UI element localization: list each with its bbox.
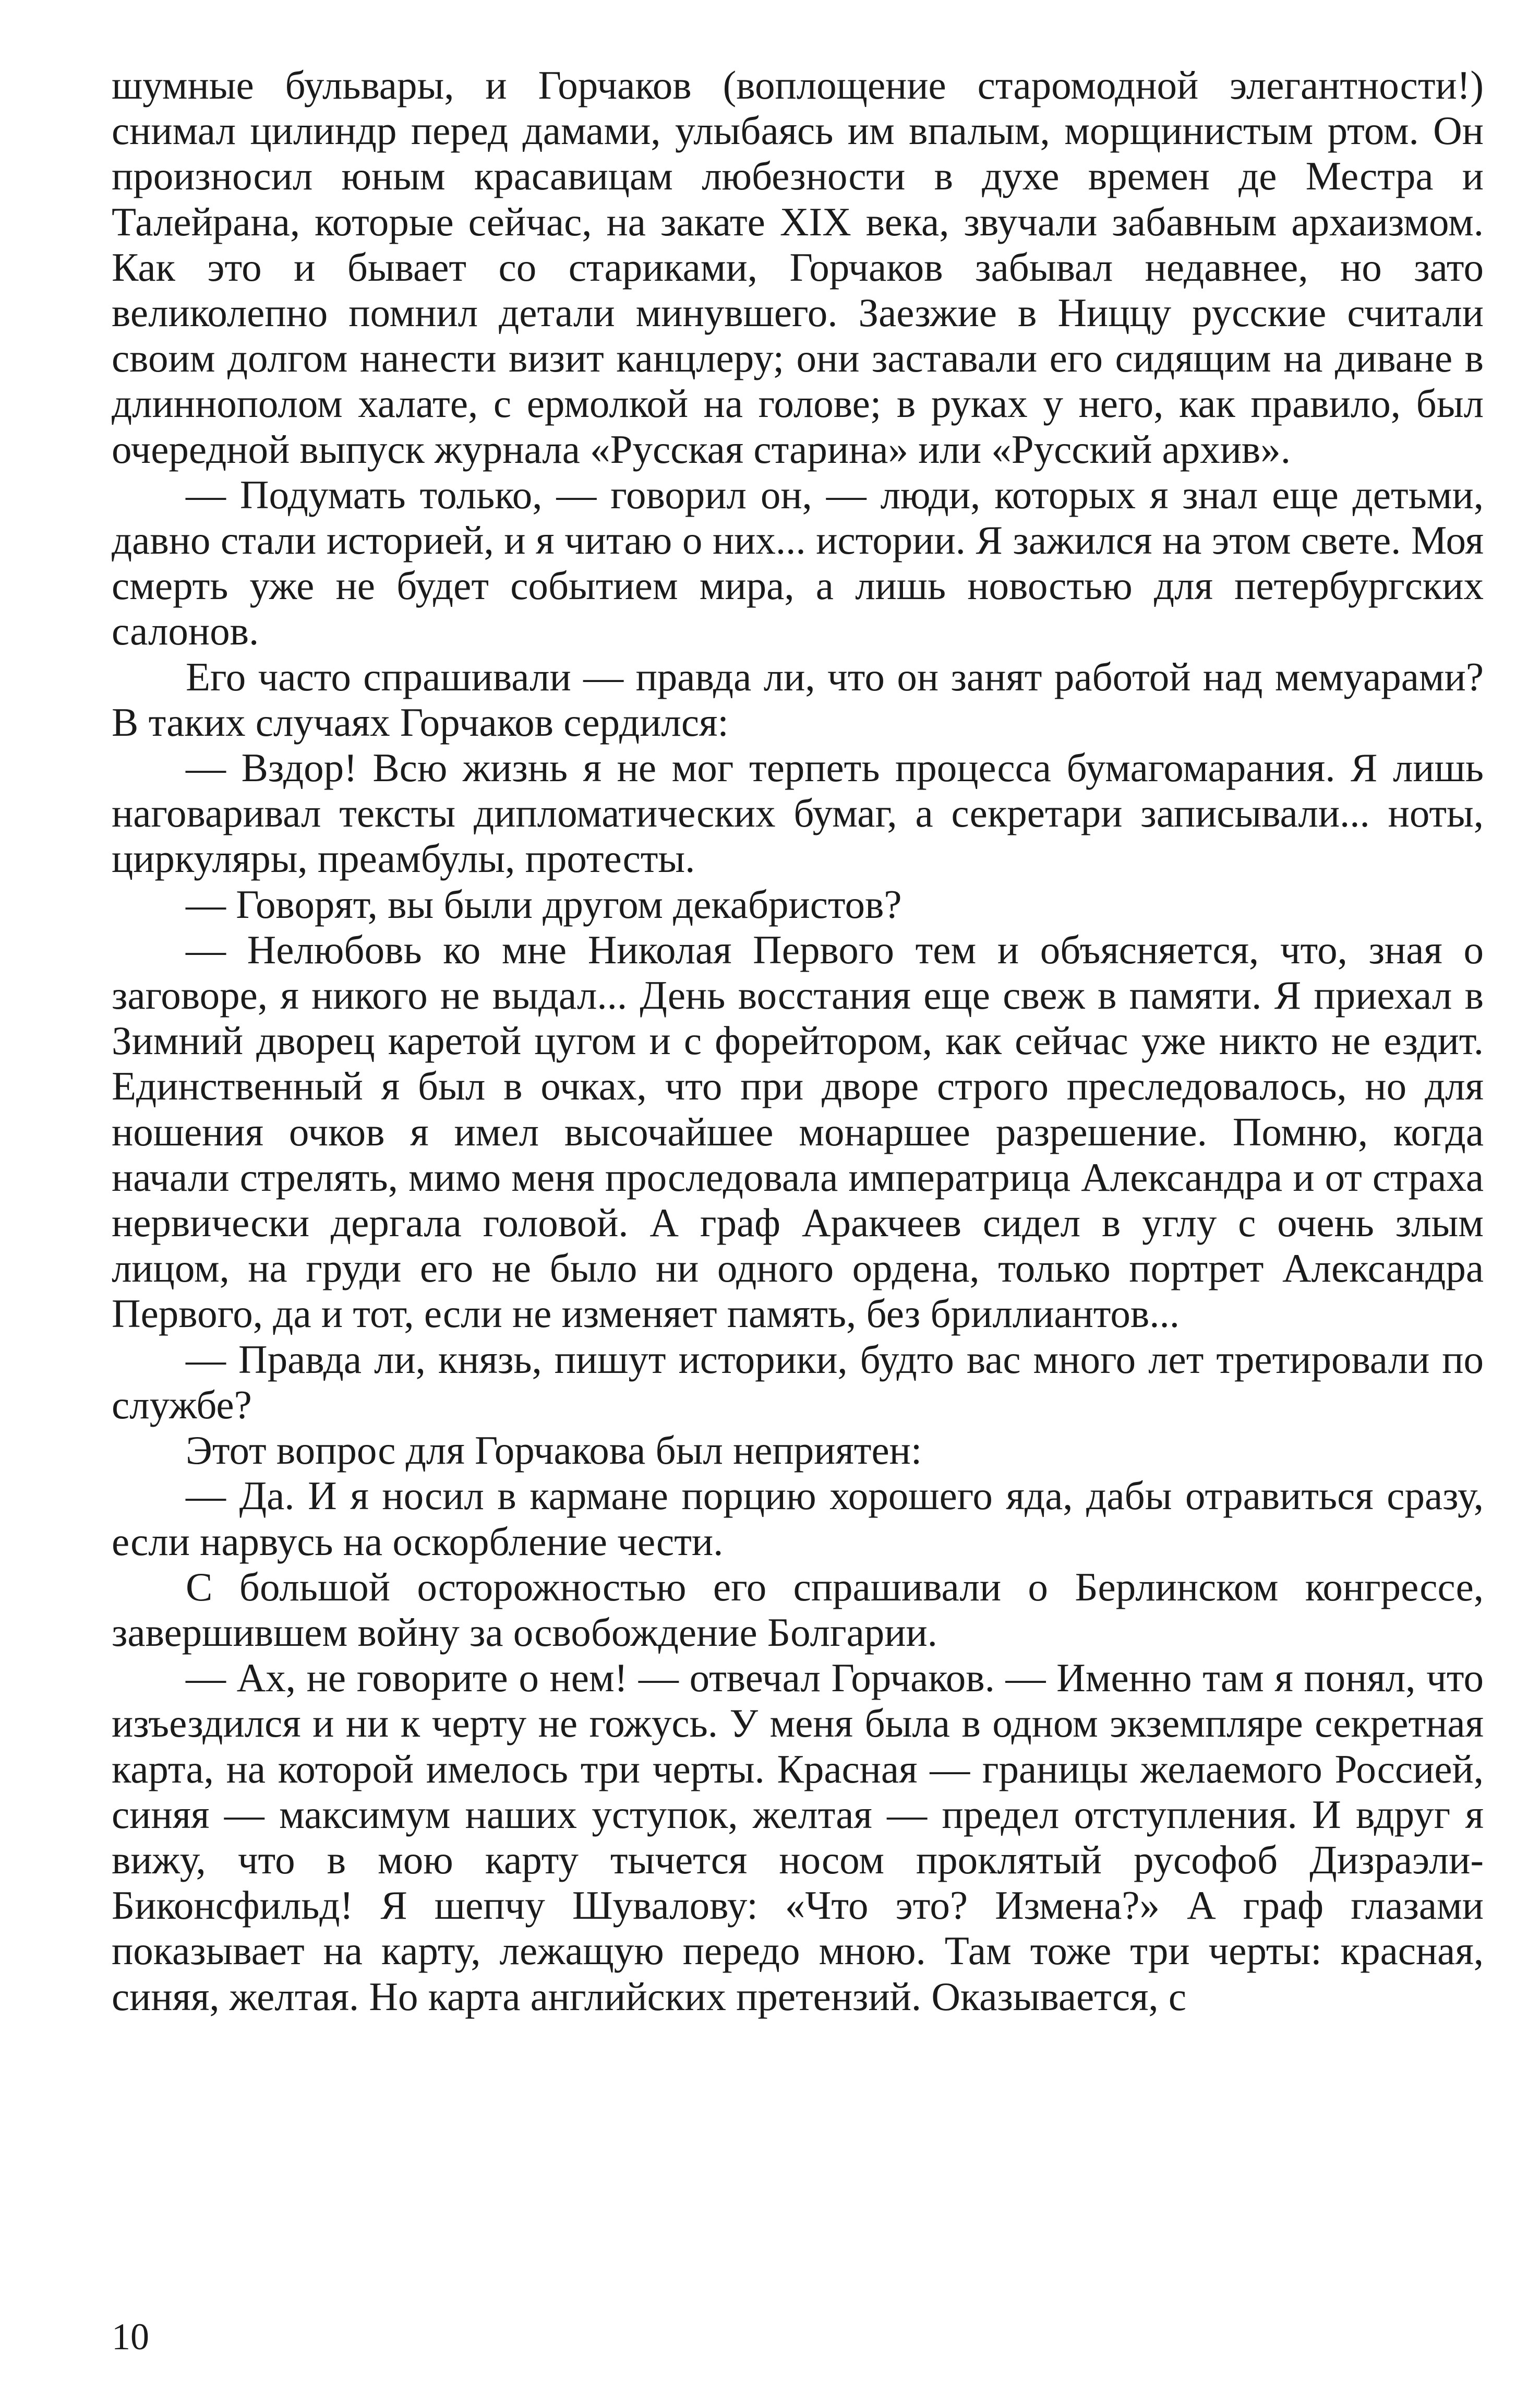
- paragraph: — Вздор! Всю жизнь я не мог терпеть процесса бумагомарания. Я лишь наговаривал тексты дипломатических бумаг, а секретари записывали... ноты, циркуляры, преамбулы, протесты.: [112, 745, 1484, 881]
- paragraph: — Ах, не говорите о нем! — отвечал Горчаков. — Именно там я понял, что изъездился и ни к черту не гожусь. У меня была в одном экземпляре секретная карта, на которой имелось три черты. Красная — границы желаемого Россией, синяя — максимум наших уступок, желтая — предел отступления. И вдруг я вижу, что в мою карту тычется носом проклятый русофоб Дизраэли-Биконсфильд! Я шепчу Шувалову: «Что это? Измена?» А граф глазами показывает на карту, лежащую передо мною. Там тоже три черты: красная, синяя, желтая. Но карта английских претензий. Оказывается, с: [112, 1655, 1484, 2019]
- body-text: [112, 63, 1484, 2019]
- paragraph: — Нелюбовь ко мне Николая Первого тем и объясняется, что, зная о заговоре, я никого не выдал... День восстания еще свеж в памяти. Я приехал в Зимний дворец каретой цугом и с форейтором, как сейчас уже никто не ездит. Единственный я был в очках, что при дворе строго преследовалось, но для ношения очков я имел высочайшее монаршее разрешение. Помню, когда начали стрелять, мимо меня проследовала императрица Александра и от страха нервически дергала головой. А граф Аракчеев сидел в углу с очень злым лицом, на груди его не было ни одного ордена, только портрет Александра Первого, да и тот, если не изменяет память, без бриллиантов...: [112, 927, 1484, 1336]
- paragraph: Этот вопрос для Горчакова был неприятен:: [186, 1428, 922, 1473]
- paragraph: шумные бульвары, и Горчаков (воплощение старомодной элегантности!) снимал цилиндр перед дамами, улыбаясь им впалым, морщинистым ртом. Он произносил юным красавицам любезности в духе времен де Местра и Талейрана, которые сейчас, на закате XIX века, звучали забавным архаизмом. Как это и бывает со стариками, Горчаков забывал недавнее, но зато великолепно помнил детали минувшего. Заезжие в Ниццу русские считали своим долгом нанести визит канцлеру; они заставали его сидящим на диване в длиннополом халате, с ермолкой на голове; в руках у него, как правило, был очередной выпуск журнала «Русская старина» или «Русский архив».: [112, 63, 1484, 472]
- page-number: 10: [112, 2316, 149, 2358]
- paragraph: — Правда ли, князь, пишут историки, будто вас много лет третировали по службе?: [112, 1336, 1484, 1427]
- paragraph: Его часто спрашивали — правда ли, что он занят работой над мемуарами? В таких случаях Горчаков сердился:: [112, 654, 1484, 745]
- paragraph: — Да. И я носил в кармане порцию хорошего яда, дабы отравиться сразу, если нарвусь на оскорбление чести.: [112, 1473, 1484, 1564]
- paragraph: С большой осторожностью его спрашивали о Берлинском конгрессе, завершившем войну за освобождение Болгарии.: [112, 1564, 1484, 1655]
- paragraph: — Говорят, вы были другом декабристов?: [186, 881, 902, 927]
- paragraph: — Подумать только, — говорил он, — люди, которых я знал еще детьми, давно стали историей, и я читаю о них... истории. Я зажился на этом свете. Моя смерть уже не будет событием мира, а лишь новостью для петербургских салонов.: [112, 472, 1484, 654]
